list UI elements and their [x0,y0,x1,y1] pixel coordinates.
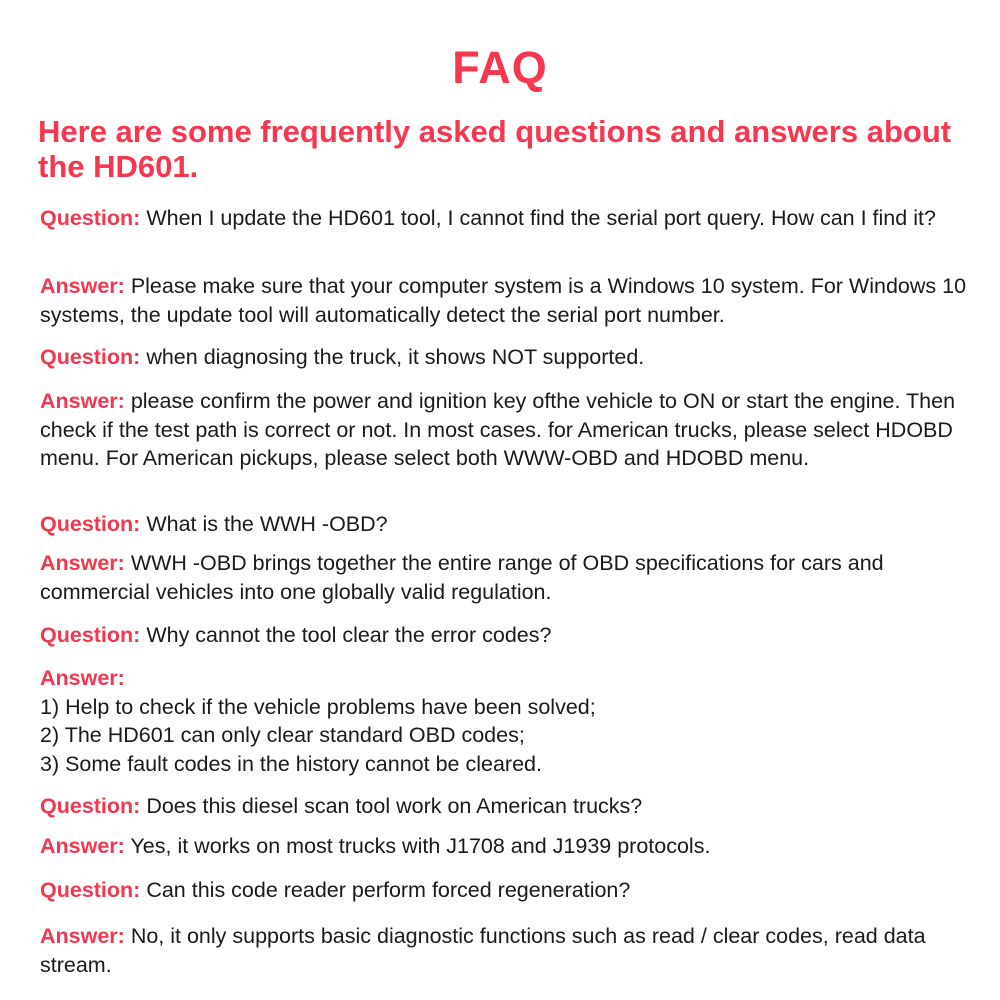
answer-label: Answer: [40,389,125,413]
answer-label: Answer: [40,834,125,858]
answer-text: No, it only supports basic diagnostic functions such as read / clear codes, read data stream. [40,924,926,977]
question-label: Question: [40,345,141,369]
answer-label: Answer: [40,551,125,575]
answer-text: Yes, it works on most trucks with J1708 and J1939 protocols. [130,834,711,858]
answer-label: Answer: [40,274,125,298]
question-text: when diagnosing the truck, it shows NOT supported. [146,345,645,369]
faq-answer-4 [40,664,975,778]
answer-text: please confirm the power and ignition key ofthe vehicle to ON or start the engine. Then check if the test path is correct or not. In most cases. for American trucks, please select HDOBD menu. For American pickups, please select both WWW-OBD and HDOBD menu. [40,389,956,470]
question-text: When I update the HD601 tool, I cannot find the serial port query. How can I find it? [146,206,936,230]
question-label: Question: [40,794,141,818]
answer-list-item: 1) Help to check if the vehicle problems have been solved; [40,694,596,719]
answer-list-item: 3) Some fault codes in the history cannot be cleared. [40,751,542,776]
faq-answer-1 [40,272,975,329]
faq-question-3 [40,510,975,539]
faq-answer-2 [40,387,975,473]
faq-answer-6 [40,922,975,979]
faq-question-1 [40,204,975,233]
question-label: Question: [40,623,141,647]
question-label: Question: [40,512,141,536]
answer-label: Answer: [40,666,125,690]
answer-text: Please make sure that your computer system is a Windows 10 system. For Windows 10 systems, the update tool will automatically detect the serial port number. [40,274,967,327]
question-label: Question: [40,206,141,230]
answer-label: Answer: [40,924,125,948]
answer-list [40,693,975,779]
page-title: FAQ [452,42,548,93]
faq-answer-5 [40,832,975,861]
faq-question-4 [40,621,975,650]
question-text: Can this code reader perform forced regeneration? [146,878,631,902]
faq-answer-3 [40,549,975,606]
faq-question-2 [40,343,975,372]
question-text: Does this diesel scan tool work on American trucks? [146,794,643,818]
answer-text: WWH -OBD brings together the entire range of OBD specifications for cars and commercial vehicles into one globally valid regulation. [40,551,884,604]
faq-question-5 [40,792,975,821]
page-subtitle: Here are some frequently asked questions and answers about the HD601. [38,114,952,184]
answer-list-item: 2) The HD601 can only clear standard OBD codes; [40,723,525,747]
question-text: Why cannot the tool clear the error codes? [146,623,552,647]
question-label: Question: [40,878,141,902]
faq-question-6 [40,876,975,905]
question-text: What is the WWH -OBD? [146,512,388,536]
